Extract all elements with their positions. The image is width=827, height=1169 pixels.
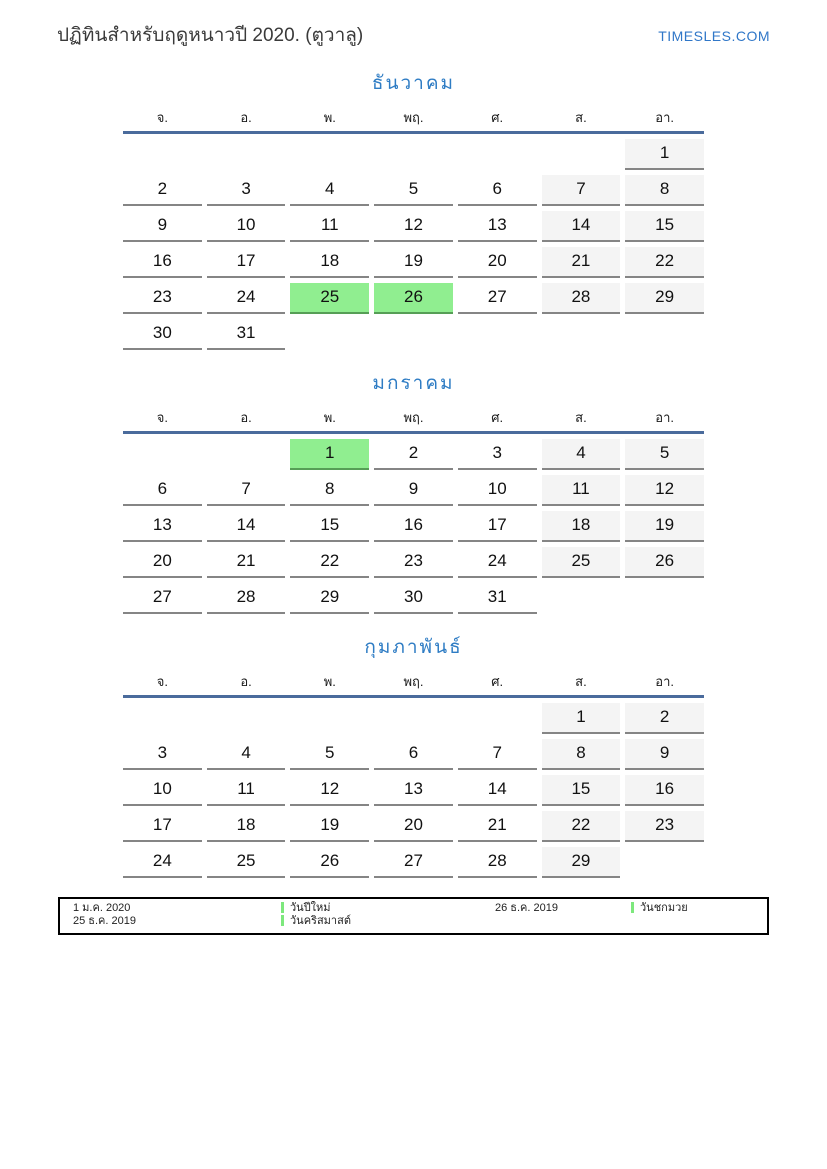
legend-names-left [281,902,495,928]
month-grid [123,139,704,350]
day-cell: 21 [207,547,286,578]
day-cell: 24 [458,547,537,578]
day-cell: 9 [374,475,453,506]
empty-cell [458,319,537,350]
day-cell: 29 [625,283,704,314]
weekday-label: พ. [323,410,336,425]
weekday-label: พฤ. [403,674,424,689]
day-cell: 30 [123,319,202,350]
empty-cell [374,703,453,734]
day-cell: 15 [625,211,704,242]
day-cell: 27 [123,583,202,614]
day-cell: 29 [290,583,369,614]
day-cell: 13 [458,211,537,242]
day-cell: 19 [374,247,453,278]
day-cell: 28 [458,847,537,878]
day-cell: 4 [207,739,286,770]
legend-holiday-name: วันชกมวย [640,902,688,914]
weekday-label: ศ. [491,674,504,689]
day-cell: 20 [374,811,453,842]
day-cell: 13 [123,511,202,542]
day-cell: 7 [207,475,286,506]
day-cell: 19 [290,811,369,842]
day-cell: 17 [123,811,202,842]
day-cell: 4 [542,439,621,470]
weekday-label: อา. [655,674,674,689]
day-cell: 4 [290,175,369,206]
day-cell: 8 [290,475,369,506]
empty-cell [123,139,202,170]
day-cell: 15 [542,775,621,806]
empty-cell [374,319,453,350]
day-cell: 14 [207,511,286,542]
weekday-label: พ. [323,674,336,689]
day-cell: 12 [290,775,369,806]
holiday-marker-icon [281,915,284,926]
day-cell: 15 [290,511,369,542]
weekday-label: ศ. [491,410,504,425]
empty-cell [542,319,621,350]
legend-date: 1 ม.ค. 2020 [73,902,131,914]
legend-box [58,897,769,935]
day-cell: 2 [123,175,202,206]
day-cell: 5 [374,175,453,206]
day-cell: 6 [458,175,537,206]
legend-date: 25 ธ.ค. 2019 [73,915,137,927]
day-cell: 3 [207,175,286,206]
weekday-label: อ. [240,410,252,425]
day-cell: 14 [458,775,537,806]
day-cell: 18 [207,811,286,842]
day-cell: 5 [625,439,704,470]
empty-cell [374,139,453,170]
day-cell: 28 [542,283,621,314]
weekday-label: อ. [240,674,252,689]
empty-cell [207,139,286,170]
legend-holiday-name: วันคริสมาสต์ [290,915,351,927]
month-title: มกราคม [372,373,455,394]
weekday-label: ศ. [491,110,504,125]
day-cell: 19 [625,511,704,542]
day-cell: 18 [542,511,621,542]
day-cell: 24 [207,283,286,314]
day-cell: 31 [458,583,537,614]
day-cell: 21 [458,811,537,842]
legend-entry [281,915,495,928]
day-cell: 20 [458,247,537,278]
empty-cell [207,439,286,470]
day-cell: 29 [542,847,621,878]
day-cell: 23 [374,547,453,578]
day-cell: 20 [123,547,202,578]
day-cell: 10 [123,775,202,806]
weekday-row [123,109,704,126]
day-cell: 7 [458,739,537,770]
day-cell: 1 [542,703,621,734]
day-cell: 8 [625,175,704,206]
day-cell: 26 [374,283,453,314]
legend-entry [281,902,495,915]
day-cell: 3 [123,739,202,770]
holiday-marker-icon [631,902,634,913]
day-cell: 11 [542,475,621,506]
empty-cell [123,439,202,470]
day-cell: 16 [123,247,202,278]
day-cell: 23 [123,283,202,314]
weekday-label: พฤ. [403,410,424,425]
day-cell: 22 [625,247,704,278]
day-cell: 22 [542,811,621,842]
month-title: ธันวาคม [371,73,456,94]
month-section [123,371,704,614]
day-cell: 9 [123,211,202,242]
month-section [123,635,704,878]
weekday-label: อา. [655,410,674,425]
day-cell: 1 [625,139,704,170]
page-title: ปฏิทินสำหรับฤดูหนาวปี 2020. (ตูวาลู) [57,25,364,46]
empty-cell [290,703,369,734]
weekday-row [123,409,704,426]
day-cell: 11 [207,775,286,806]
day-cell: 5 [290,739,369,770]
day-cell: 12 [625,475,704,506]
day-cell: 21 [542,247,621,278]
header-underline [123,131,704,134]
weekday-label: จ. [156,110,168,125]
day-cell: 28 [207,583,286,614]
empty-cell [207,703,286,734]
day-cell: 6 [123,475,202,506]
day-cell: 26 [290,847,369,878]
day-cell: 10 [207,211,286,242]
legend-dates-left [73,902,281,928]
empty-cell [123,703,202,734]
calendar-months [123,71,704,878]
day-cell: 22 [290,547,369,578]
day-cell: 30 [374,583,453,614]
weekday-label: อา. [655,110,674,125]
day-cell: 7 [542,175,621,206]
day-cell: 3 [458,439,537,470]
page-header [57,20,770,50]
weekday-label: พ. [323,110,336,125]
day-cell: 10 [458,475,537,506]
day-cell: 17 [207,247,286,278]
day-cell: 24 [123,847,202,878]
day-cell: 23 [625,811,704,842]
legend-holiday-name: วันปีใหม่ [290,902,331,914]
day-cell: 11 [290,211,369,242]
legend-entry [631,902,767,915]
weekday-label: พฤ. [403,110,424,125]
day-cell: 1 [290,439,369,470]
month-section [123,71,704,350]
day-cell: 9 [625,739,704,770]
header-underline [123,431,704,434]
day-cell: 13 [374,775,453,806]
day-cell: 2 [625,703,704,734]
legend-date: 26 ธ.ค. 2019 [495,902,559,914]
empty-cell [458,139,537,170]
empty-cell [625,847,704,878]
empty-cell [458,703,537,734]
day-cell: 25 [542,547,621,578]
weekday-label: อ. [240,110,252,125]
day-cell: 14 [542,211,621,242]
day-cell: 26 [625,547,704,578]
empty-cell [542,139,621,170]
holiday-marker-icon [281,902,284,913]
month-title: กุมภาพันธ์ [364,637,463,658]
weekday-row [123,673,704,690]
weekday-label: จ. [156,410,168,425]
day-cell: 27 [458,283,537,314]
day-cell: 8 [542,739,621,770]
day-cell: 18 [290,247,369,278]
weekday-label: จ. [156,674,168,689]
empty-cell [625,583,704,614]
legend-dates-right [495,902,631,928]
empty-cell [542,583,621,614]
weekday-label: ส. [575,110,587,125]
site-link[interactable]: TIMESLES.COM [658,28,770,44]
day-cell: 25 [207,847,286,878]
empty-cell [290,319,369,350]
day-cell: 16 [374,511,453,542]
day-cell: 16 [625,775,704,806]
weekday-label: ส. [575,674,587,689]
day-cell: 12 [374,211,453,242]
day-cell: 31 [207,319,286,350]
day-cell: 27 [374,847,453,878]
legend-names-right [631,902,767,928]
day-cell: 17 [458,511,537,542]
weekday-label: ส. [575,410,587,425]
header-underline [123,695,704,698]
day-cell: 2 [374,439,453,470]
month-grid [123,439,704,614]
empty-cell [290,139,369,170]
day-cell: 25 [290,283,369,314]
empty-cell [625,319,704,350]
month-grid [123,703,704,878]
day-cell: 6 [374,739,453,770]
